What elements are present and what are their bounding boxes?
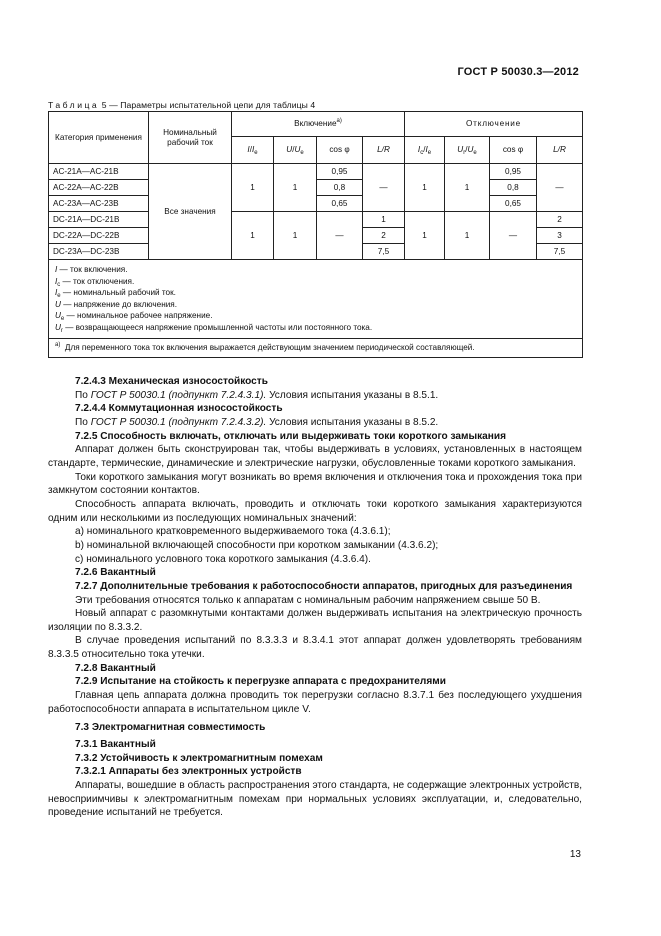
cell-i-off: 1 [405,164,445,212]
cell-lr-on: 7,5 [363,244,405,260]
paragraph: Главная цепь аппарата должна проводить ток перегрузки согласно 8.3.7.1 без последующего ухудшения работоспособности аппарата в испытательном цикле V. [48,690,582,715]
header-rated-current: Номинальный рабочий ток [149,112,232,164]
cell-cos-on: 0,65 [317,196,363,212]
section-heading: 7.3.2 Устойчивость к электромагнитным помехам [75,752,323,764]
header-lr-off: L/R [537,137,583,164]
row-category: DC-21A—DC-21B [49,212,149,228]
paragraph: Аппарат должен быть сконструирован так, чтобы выдерживать в условиях, установленных в настоящем стандарте, термические, динамические и электрические нагрузки, обусловленные токами короткого замыкания. [48,444,582,469]
table-footnote: $^{а)}$ Для переменного тока ток включения выражается действующим значением периодической составляющей. [49,338,583,357]
paragraph: По ГОСТ Р 50030.1 (подпункт 7.2.4.3.2). Условия испытания указаны в 8.5.2. [75,416,439,428]
paragraph: Новый аппарат с разомкнутыми контактами должен выдерживать испытания на электрическую прочность изоляции по 8.3.3.2. [48,608,582,633]
cell-i-on: 1 [232,212,274,260]
section-heading: 7.2.4.4 Коммутационная износостойкость [75,403,283,415]
cell-lr-off: 3 [537,228,583,244]
cell-cos-on: 0,95 [317,164,363,180]
section-heading: 7.2.5 Способность включать, отключать или выдерживать токи короткого замыкания [75,430,506,442]
table-caption-text: 5 — Параметры испытательной цепи для таблицы 4 [101,100,316,110]
table-caption-prefix: Таблица [48,100,100,110]
header-ic-ie: $I_c/I_e$ [405,137,445,164]
section-heading: 7.2.9 Испытание на стойкость к перегрузке аппарата с предохранителями [75,676,446,688]
header-ur-ue: $U_r/U_e$ [445,137,490,164]
section-heading: 7.2.8 Вакантный [75,662,156,674]
list-item: a) номинального кратковременного выдерживаемого тока (4.3.6.1); [75,526,391,538]
all-values-cell: Все значения [149,164,232,260]
test-circuit-table [48,111,583,358]
header-cos-on: cos φ [317,137,363,164]
cell-u-on: 1 [274,212,317,260]
paragraph: Способность аппарата включать, проводить и отключать токи короткого замыкания характеризуются одним или несколькими из последующих номинальных значений: [48,498,582,524]
cell-cos-off: 0,65 [490,196,537,212]
cell-cos-on: 0,8 [317,180,363,196]
header-lr-on: L/R [363,137,405,164]
cell-u-on: 1 [274,164,317,212]
cell-lr-on: 2 [363,228,405,244]
section-heading: 7.2.7 Дополнительные требования к работоспособности аппаратов, пригодных для разъединения [75,580,573,592]
section-heading: 7.3 Электромагнитная совместимость [75,722,266,734]
header-cos-off: cos φ [490,137,537,164]
row-category: AC-22A—AC-22B [49,180,149,196]
list-item: c) номинального условного тока короткого замыкания (4.3.6.4). [75,553,371,565]
legend-item: I — ток включения. [55,265,128,274]
paragraph: Аппараты, вошедшие в область распространения этого стандарта, не содержащие электронных устройств, невосприимчивы к электромагнитным помехам при нормальных условиях эксплуатации, и, следовательно, проведение испытаний не требуется. [48,780,582,819]
cell-lr-on-dash: — [363,164,405,212]
cell-cos-off: 0,95 [490,164,537,180]
paragraph: По ГОСТ Р 50030.1 (подпункт 7.2.4.3.1). Условия испытания указаны в 8.5.1. [75,389,439,401]
cell-lr-off: 7,5 [537,244,583,260]
paragraph: В случае проведения испытаний по 8.3.3.3 и 8.3.4.1 этот аппарат должен удовлетворять требованиям 8.3.3.5 относительно тока утечки. [48,635,582,661]
legend-item: $U_e$ — номинальное рабочее напряжение. [55,311,213,323]
legend-item: $U_r$ — возвращающееся напряжение промышленной частоты или постоянного тока. [55,322,373,334]
row-category: AC-21A—AC-21B [49,164,149,180]
row-category: DC-22A—DC-22B [49,228,149,244]
header-category: Категория применения [49,112,149,164]
list-item: b) номинальной включающей способности при коротком замыкании (4.3.6.2); [75,539,439,551]
cell-cos-off-dash: — [490,212,537,260]
section-heading: 7.2.4.3 Механическая износостойкость [75,376,268,387]
header-i-ie: $I/I_e$ [232,137,274,164]
cell-cos-off: 0,8 [490,180,537,196]
cell-lr-off: 2 [537,212,583,228]
standard-header: ГОСТ Р 50030.3—2012 [457,66,579,78]
cell-i-off: 1 [405,212,445,260]
row-category: AC-23A—AC-23B [49,196,149,212]
cell-u-off: 1 [445,212,490,260]
header-making: Включение$^{а)}$ [232,112,405,137]
section-heading: 7.3.2.1 Аппараты без электронных устройств [75,766,302,778]
cell-lr-off-dash: — [537,164,583,212]
row-category: DC-23A—DC-23B [49,244,149,260]
legend-item: U — напряжение до включения. [55,299,178,309]
legend-item: $I_c$ — ток отключения. [55,276,135,288]
table-caption [48,100,315,110]
paragraph: Эти требования относятся только к аппаратам с номинальным рабочим напряжением свыше 50 В. [75,594,541,606]
table-row [49,212,583,228]
cell-i-on: 1 [232,164,274,212]
cell-lr-on: 1 [363,212,405,228]
cell-cos-on-dash: — [317,212,363,260]
table-row [49,164,583,180]
cell-u-off: 1 [445,164,490,212]
section-heading: 7.2.6 Вакантный [75,567,156,579]
header-u-ue: $U/U_e$ [274,137,317,164]
header-breaking: Отключение [405,112,583,137]
table-legend [49,260,583,339]
page-number: 13 [569,849,581,860]
legend-item: $I_e$ — номинальный рабочий ток. [55,288,176,300]
section-heading: 7.3.1 Вакантный [75,739,156,751]
document-body [48,375,582,820]
paragraph: Токи короткого замыкания могут возникать во время включения и отключения тока и прохождения тока при замкнутом состоянии контактов. [48,471,582,497]
